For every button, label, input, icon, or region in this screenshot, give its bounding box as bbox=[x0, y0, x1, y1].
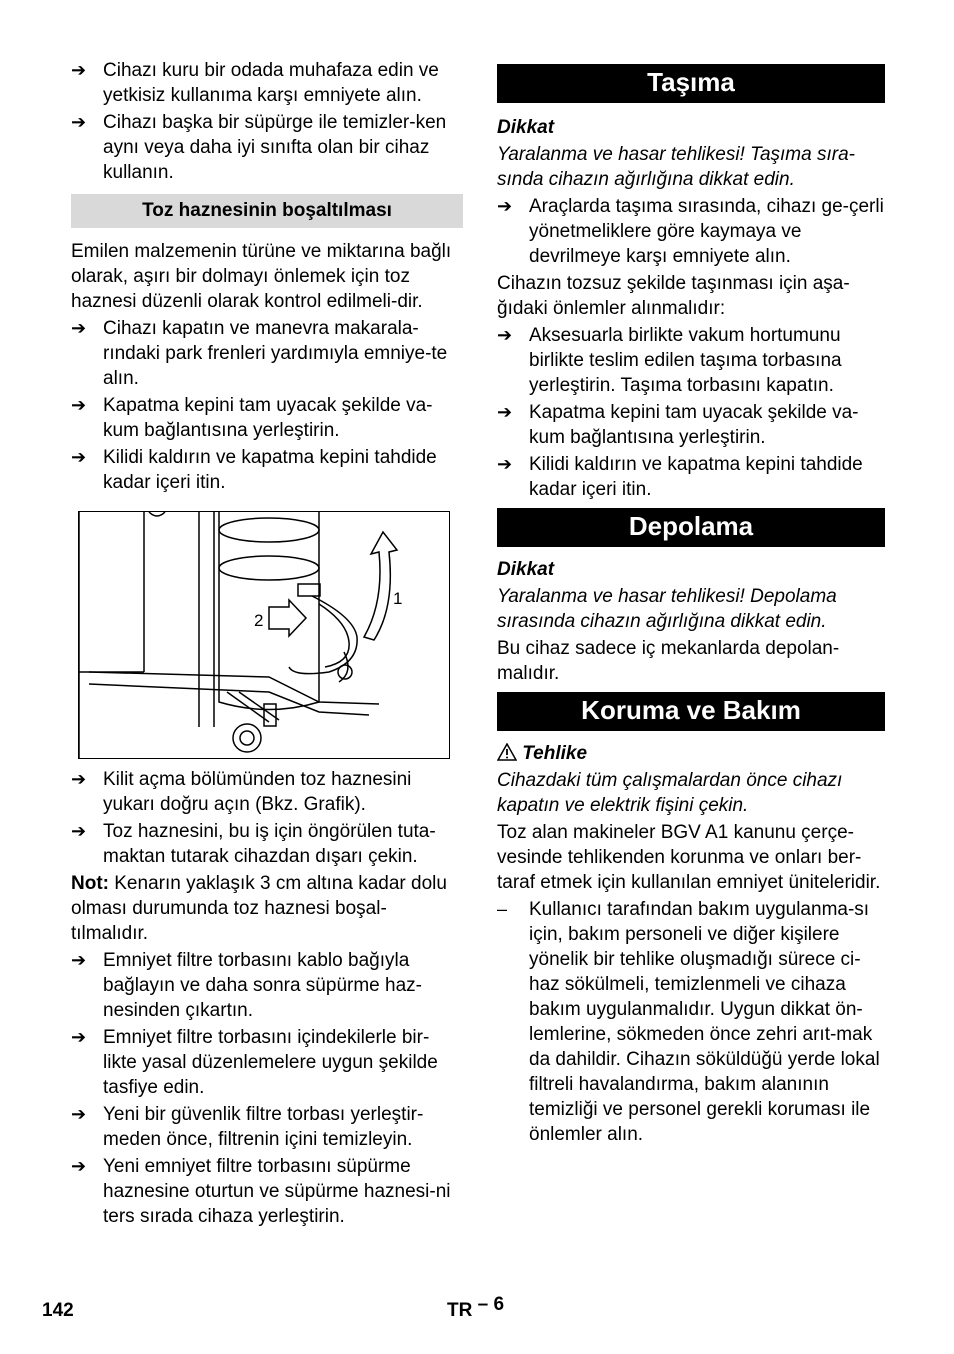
bullet-item: ➔ Yeni bir güvenlik filtre torbası yerleştir-meden önce, filtrenin içini temizleyin. bbox=[71, 1104, 424, 1150]
bullet-item: ➔ Yeni emniyet filtre torbasını süpürme haznesine oturtun ve süpürme haznesi-ni ters sırada cihaza yerleştirin. bbox=[71, 1156, 451, 1227]
vacuum-illustration bbox=[78, 511, 450, 759]
bullet-item: ➔ Cihazı kapatın ve manevra makarala-rındaki park frenleri yardımıyla emniye-te alın. bbox=[71, 318, 448, 389]
note-label: Not: bbox=[71, 873, 109, 894]
paragraph: Emilen malzemenin türüne ve miktarına bağlı olarak, aşırı bir dolmayı önlemek için toz haznesi düzenli olarak kontrol edilmeli-dir. bbox=[71, 241, 452, 312]
arrow-right-icon: ➔ bbox=[71, 821, 87, 841]
bullet-item: ➔ Emniyet filtre torbasını içindekilerle bir-likte yasal düzenlemelere uygun şekilde tasfiye edin. bbox=[71, 1027, 438, 1098]
bullet-item: ➔ Cihazı başka bir süpürge ile temizler-ken aynı veya daha iyi sınıfta olan bir cihaz kullanın. bbox=[71, 112, 447, 183]
bullet-item: ➔ Cihazı kuru bir odada muhafaza edin ve yetkisiz kullanıma karşı emniyete alın. bbox=[71, 60, 439, 106]
bullet-item: ➔ Aksesuarla birlikte vakum hortumunu birlikte teslim edilen taşıma torbasına yerleştirin. Taşıma torbasını kapatın. bbox=[497, 325, 842, 396]
arrow-right-icon: ➔ bbox=[497, 325, 513, 345]
bullet-item: ➔ Emniyet filtre torbasını kablo bağıyla bağlayın ve daha sonra süpürme haz-nesinden çıkartın. bbox=[71, 950, 422, 1021]
warning-text: Yaralanma ve hasar tehlikesi! Taşıma sıra-sında cihazın ağırlığına dikkat edin. bbox=[497, 144, 855, 190]
figure-label-2: 2 bbox=[254, 611, 264, 630]
tehlike-label: Tehlike bbox=[522, 743, 588, 764]
arrow-right-icon: ➔ bbox=[71, 1104, 87, 1124]
arrow-right-icon: ➔ bbox=[71, 1027, 87, 1047]
bullet-item: ➔ Kapatma kepini tam uyacak şekilde va-kum bağlantısına yerleştirin. bbox=[71, 395, 433, 441]
footer-label bbox=[447, 1294, 505, 1323]
arrow-right-icon: ➔ bbox=[497, 196, 513, 216]
paragraph: Cihazın tozsuz şekilde taşınması için aşa-ğıdaki önlemler alınmalıdır: bbox=[497, 273, 850, 319]
page-number: 142 bbox=[42, 1300, 74, 1321]
bullet-item: ➔ Kilidi kaldırın ve kapatma kepini tahdide kadar içeri itin. bbox=[497, 454, 863, 500]
figure-label-1: 1 bbox=[393, 589, 403, 608]
arrow-right-icon: ➔ bbox=[497, 402, 513, 422]
arrow-right-icon: ➔ bbox=[71, 60, 87, 80]
dikkat-label: Dikkat bbox=[497, 117, 555, 138]
bullet-item: ➔ Kilit açma bölümünden toz haznesini yukarı doğru açın (Bkz. Grafik). bbox=[71, 769, 412, 815]
warning-triangle-icon bbox=[497, 743, 517, 761]
warning-text: Yaralanma ve hasar tehlikesi! Depolama sırasında cihazın ağırlığına dikkat edin. bbox=[497, 586, 837, 632]
footer-page: 6 bbox=[493, 1294, 505, 1315]
paragraph: Bu cihaz sadece iç mekanlarda depolan-malıdır. bbox=[497, 638, 840, 684]
bullet-item: ➔ Araçlarda taşıma sırasında, cihazı ge-çerli yönetmeliklere göre kaymaya ve devrilmeye karşı emniyete alın. bbox=[497, 196, 884, 267]
arrow-right-icon: ➔ bbox=[497, 454, 513, 474]
warning-text: Cihazdaki tüm çalışmalardan önce cihazı kapatın ve elektrik fişini çekin. bbox=[497, 770, 843, 816]
dash-item: – Kullanıcı tarafından bakım uygulanma-sı için, bakım personeli ve diğer kişilere yönelik bir tehlike oluşmadığı sürece ci-haz sökülmeli, temizlenmeli ve cihaza bakım uygulanmalıdır. Uygun dikkat ön-lemlerine, sökmeden önce zehri arıt-mak da dahildir. Cihazın söküldüğü yerde lokal filtreli havalandırma, bakım alanının temizliği ve personel gerekli koruması ile önlemler alın. bbox=[497, 899, 880, 1145]
footer-lang: TR bbox=[447, 1300, 473, 1321]
vacuum-drawing bbox=[79, 512, 449, 758]
arrow-right-icon: ➔ bbox=[71, 447, 87, 467]
bullet-item: ➔ Kilidi kaldırın ve kapatma kepini tahdide kadar içeri itin. bbox=[71, 447, 437, 493]
dikkat-label: Dikkat bbox=[497, 559, 555, 580]
arrow-right-icon: ➔ bbox=[71, 1156, 87, 1176]
bullet-item: ➔ Kapatma kepini tam uyacak şekilde va-kum bağlantısına yerleştirin. bbox=[497, 402, 859, 448]
tehlike-line bbox=[497, 741, 885, 766]
footer-dash: – bbox=[477, 1294, 489, 1315]
arrow-right-icon: ➔ bbox=[71, 318, 87, 338]
arrow-right-icon: ➔ bbox=[71, 395, 87, 415]
arrow-right-icon: ➔ bbox=[71, 950, 87, 970]
paragraph: Toz alan makineler BGV A1 kanunu çerçe-vesinde tehlikenden korunma ve onları ber-taraf etmek için kullanılan emniyet üniteleridir. bbox=[497, 822, 881, 893]
note-text: Kenarın yaklaşık 3 cm altına kadar dolu olması durumunda toz haznesi boşal-tılmalıdır. bbox=[71, 873, 447, 944]
heading-depolama: Depolama bbox=[497, 508, 885, 547]
bullet-item: ➔ Toz haznesini, bu iş için öngörülen tuta-maktan tutarak cihazdan dışarı çekin. bbox=[71, 821, 436, 867]
heading-tasima: Taşıma bbox=[497, 64, 885, 103]
arrow-right-icon: ➔ bbox=[71, 769, 87, 789]
right-column bbox=[497, 64, 885, 1149]
section-heading: Toz haznesinin boşaltılması bbox=[71, 194, 463, 228]
dash-marker: – bbox=[497, 899, 508, 919]
heading-koruma: Koruma ve Bakım bbox=[497, 692, 885, 731]
arrow-right-icon: ➔ bbox=[71, 112, 87, 132]
note-paragraph bbox=[71, 871, 463, 946]
left-column bbox=[71, 58, 463, 1231]
